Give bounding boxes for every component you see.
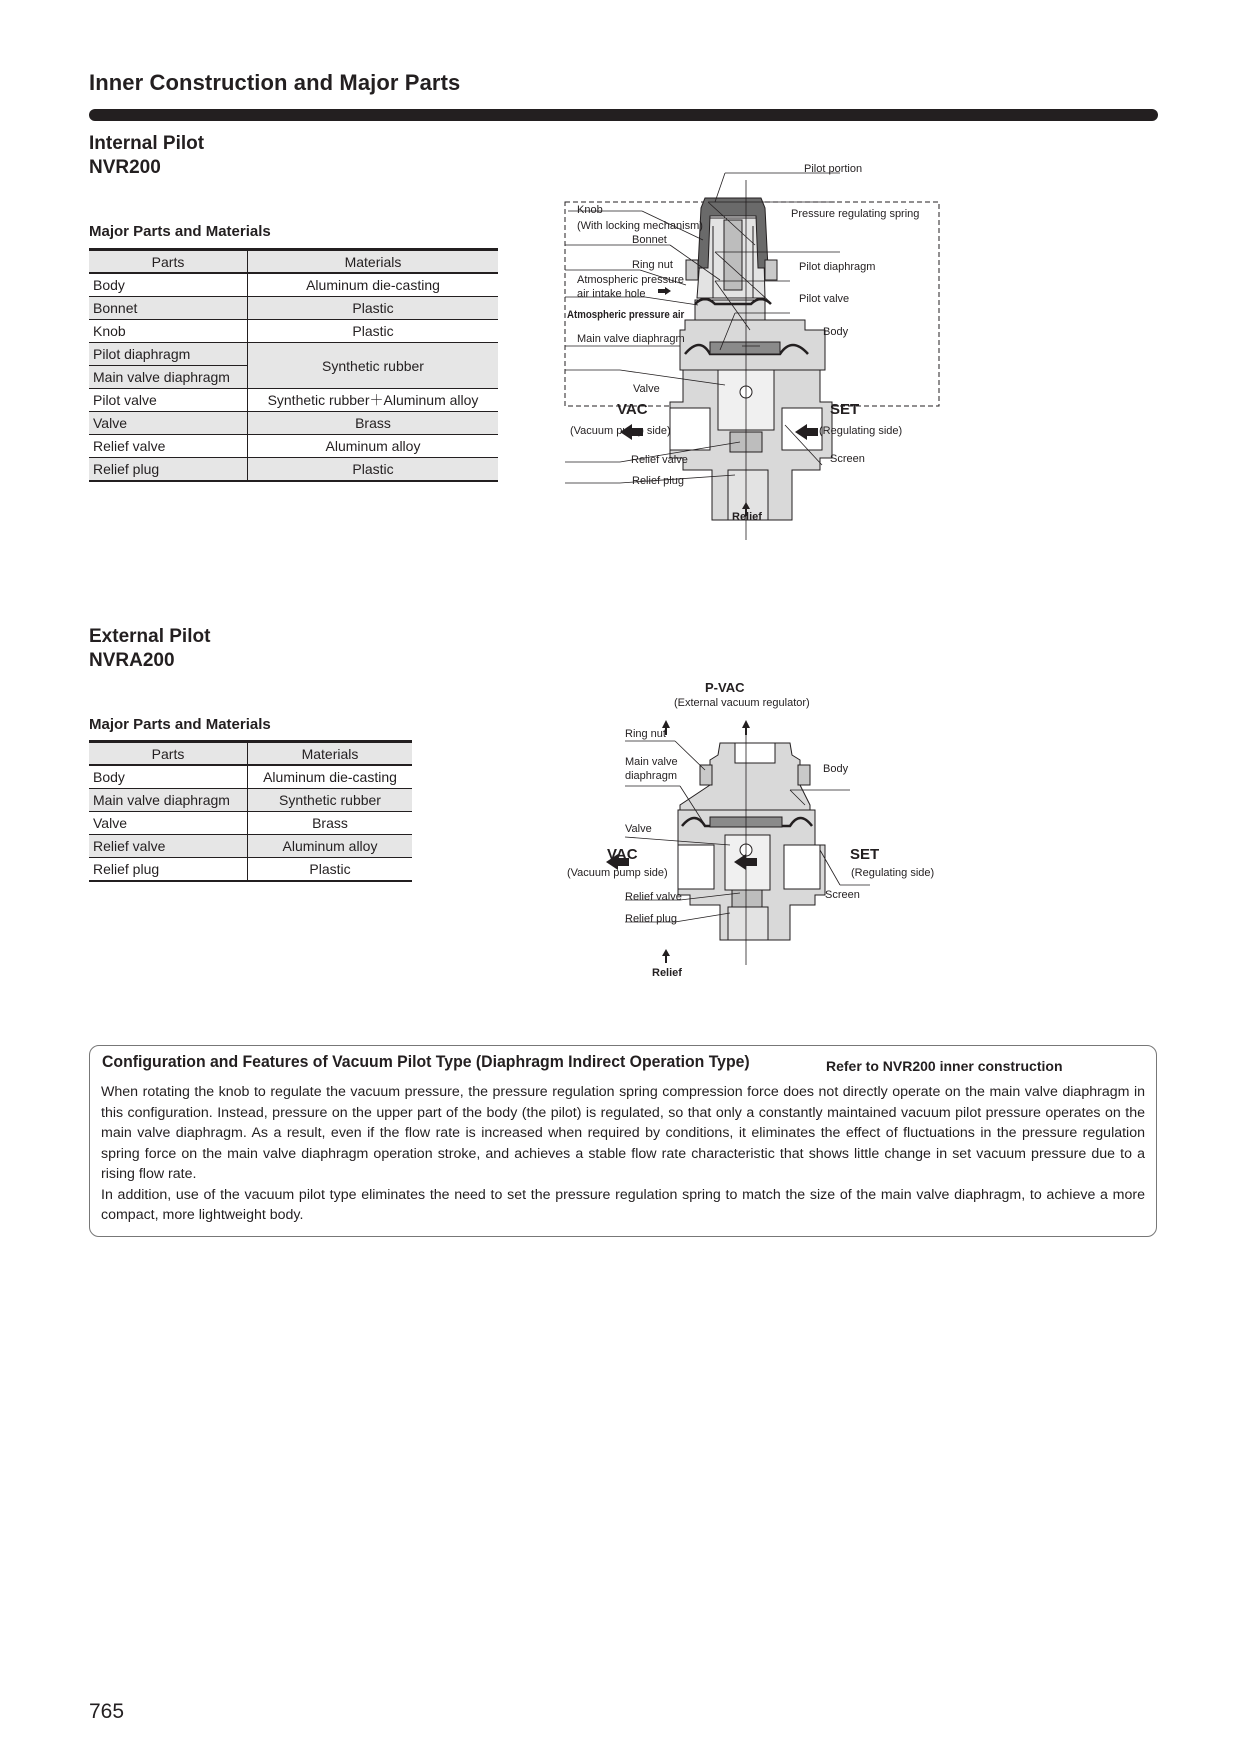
features-body [101, 1082, 1145, 1226]
label-atm-intake-2: air intake hole [577, 288, 646, 300]
label-vac-port: VAC [617, 401, 648, 418]
material-cell: Brass [248, 812, 413, 835]
table-row [89, 765, 412, 789]
features-reference-note: Refer to NVR200 inner construction [826, 1058, 1063, 1074]
label-vac-note: (Vacuum pump side) [567, 867, 668, 879]
label-pvac: P-VAC [705, 680, 745, 695]
external-pilot-title: External Pilot [89, 626, 211, 647]
features-info-box [89, 1045, 1157, 1237]
features-paragraph: When rotating the knob to regulate the vacuum pressure, the pressure regulation spring compression force does not directly operate on the main valve diaphragm in this configuration. Instead, pressure on the upper part of the body (the pilot) is regulated, so that only a constantly maintained vacuum pilot pressure operates on the main valve diaphragm. As a result, even if the flow rate is increased when required by conditions, it eliminates the effect of fluctuations in the pressure regulation spring force on the main valve diaphragm operation stroke, and achieves a stable flow rate characteristic that shows little change in set vacuum pressure due to a rising flow rate. [101, 1084, 1145, 1182]
table-row [89, 343, 498, 366]
part-cell: Valve [89, 812, 248, 835]
label-pilot-valve: Pilot valve [799, 293, 850, 305]
part-cell: Main valve diaphragm [89, 366, 248, 389]
part-cell: Bonnet [89, 297, 248, 320]
material-cell: Synthetic rubber [248, 343, 499, 389]
table-row [89, 858, 412, 882]
nvra200-valve-drawing [560, 685, 980, 985]
material-cell: Plastic [248, 458, 499, 482]
nvra200-cross-section-diagram [560, 680, 980, 985]
label-relief-valve: Relief valve [631, 454, 688, 466]
label-main-valve-diaphragm-2: diaphragm [625, 770, 677, 782]
column-header-materials: Materials [248, 742, 413, 766]
table-row [89, 789, 412, 812]
internal-pilot-heading [89, 132, 204, 180]
material-cell: Aluminum die-casting [248, 273, 499, 297]
column-header-parts: Parts [89, 250, 248, 274]
label-body: Body [823, 326, 849, 338]
material-cell: Brass [248, 412, 499, 435]
label-main-valve-diaphragm: Main valve diaphragm [577, 333, 685, 345]
label-set-port: SET [850, 846, 880, 863]
material-cell: Plastic [248, 858, 413, 882]
part-cell: Relief valve [89, 835, 248, 858]
label-atm-intake-1: Atmospheric pressure [577, 274, 684, 286]
label-set-port: SET [830, 401, 860, 418]
material-cell: Plastic [248, 320, 499, 343]
internal-parts-table [89, 248, 498, 482]
material-cell: Aluminum alloy [248, 835, 413, 858]
label-relief: Relief [652, 967, 682, 979]
table-row [89, 835, 412, 858]
label-relief-valve: Relief valve [625, 891, 682, 903]
material-cell: Aluminum alloy [248, 435, 499, 458]
label-knob-note: (With locking mechanism) [577, 220, 703, 232]
internal-pilot-model: NVR200 [89, 157, 161, 178]
part-cell: Pilot valve [89, 389, 248, 412]
label-ring-nut: Ring nut [632, 259, 673, 271]
page-number: 765 [89, 1700, 125, 1723]
part-cell: Knob [89, 320, 248, 343]
part-cell: Valve [89, 412, 248, 435]
material-cell: Aluminum die-casting [248, 765, 413, 789]
label-pressure-regulating-spring: Pressure regulating spring [791, 208, 920, 220]
label-pilot-portion: Pilot portion [804, 163, 863, 175]
label-set-note: (Regulating side) [819, 425, 903, 437]
label-relief-plug: Relief plug [625, 913, 677, 925]
external-parts-table [89, 740, 412, 882]
part-cell: Pilot diaphragm [89, 343, 248, 366]
label-set-note: (Regulating side) [851, 867, 935, 879]
label-pilot-diaphragm: Pilot diaphragm [799, 261, 876, 273]
internal-parts-table-title: Major Parts and Materials [89, 223, 271, 240]
label-knob: Knob [577, 204, 603, 216]
page-title: Inner Construction and Major Parts [89, 70, 461, 95]
table-row [89, 297, 498, 320]
column-header-materials: Materials [248, 250, 499, 274]
title-divider-bar [89, 109, 1158, 121]
part-cell: Body [89, 273, 248, 297]
features-heading: Configuration and Features of Vacuum Pilot Type (Diaphragm Indirect Operation Type) [102, 1052, 750, 1071]
part-cell: Relief plug [89, 458, 248, 482]
label-relief: Relief [732, 511, 762, 523]
material-cell: Plastic [248, 297, 499, 320]
part-cell: Relief plug [89, 858, 248, 882]
external-pilot-model: NVRA200 [89, 650, 175, 671]
label-ring-nut: Ring nut [625, 728, 666, 740]
table-row [89, 273, 498, 297]
label-main-valve-diaphragm-1: Main valve [625, 756, 678, 768]
label-screen: Screen [825, 889, 860, 901]
column-header-parts: Parts [89, 742, 248, 766]
material-cell: Synthetic rubber＋Aluminum alloy [248, 389, 499, 412]
material-cell: Synthetic rubber [248, 789, 413, 812]
nvr200-cross-section-diagram [560, 163, 980, 560]
table-row [89, 389, 498, 412]
part-cell: Relief valve [89, 435, 248, 458]
internal-pilot-title: Internal Pilot [89, 133, 205, 154]
part-cell: Main valve diaphragm [89, 789, 248, 812]
table-row [89, 412, 498, 435]
label-bonnet: Bonnet [632, 234, 667, 246]
table-row [89, 812, 412, 835]
label-pvac-note: (External vacuum regulator) [674, 697, 810, 709]
label-valve: Valve [625, 823, 652, 835]
external-pilot-heading [89, 625, 210, 673]
table-row [89, 458, 498, 482]
label-vac-port: VAC [607, 846, 638, 863]
part-cell: Body [89, 765, 248, 789]
label-relief-plug: Relief plug [632, 475, 684, 487]
table-row [89, 435, 498, 458]
label-atmospheric-air: Atmospheric pressure air [567, 309, 685, 321]
external-parts-table-title: Major Parts and Materials [89, 716, 271, 733]
label-screen: Screen [830, 453, 865, 465]
label-body: Body [823, 763, 849, 775]
label-valve: Valve [633, 383, 660, 395]
table-row [89, 320, 498, 343]
label-vac-note: (Vacuum pump side) [570, 425, 671, 437]
features-paragraph: In addition, use of the vacuum pilot type eliminates the need to set the pressure regulation spring to match the size of the main valve diaphragm, to achieve a more compact, more lightweight body. [101, 1186, 1145, 1223]
